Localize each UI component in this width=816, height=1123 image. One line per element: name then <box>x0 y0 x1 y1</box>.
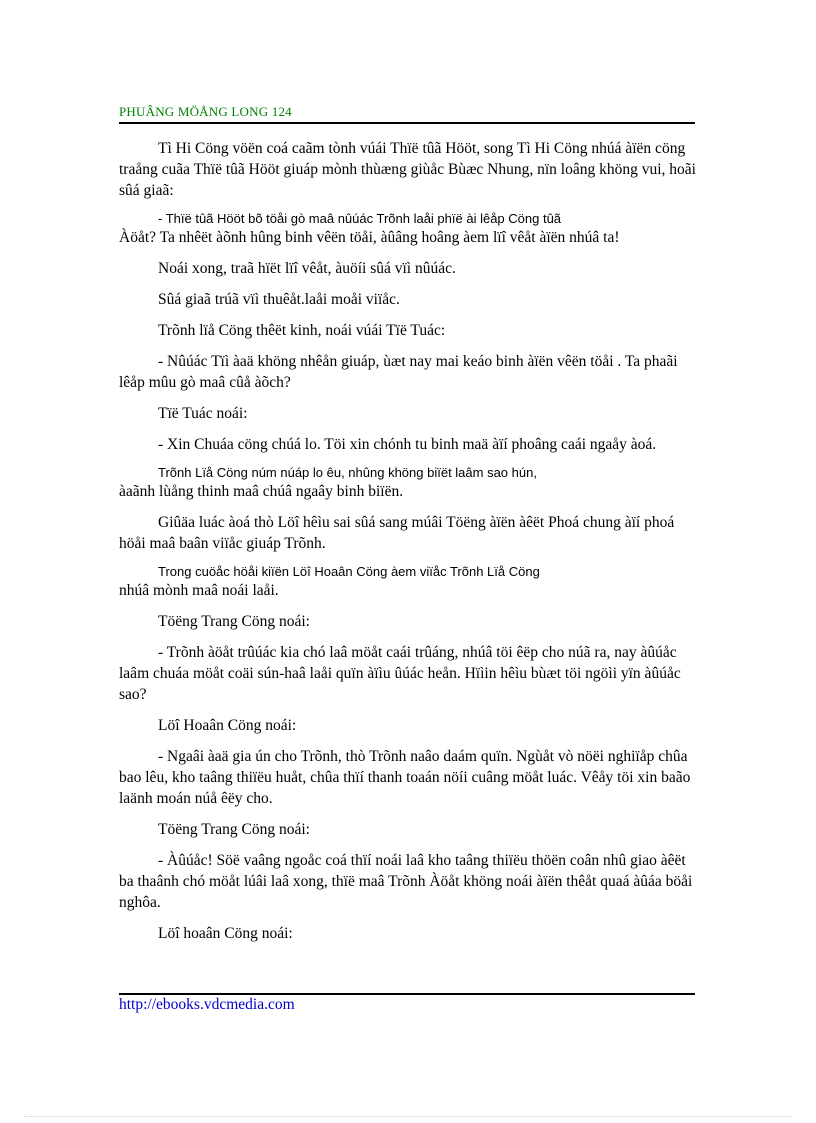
paragraph: Sûá giaã trúã vïì thuêåt.laåi moåi viïåc. <box>158 291 400 308</box>
paragraph: Trõnh Lïå Cöng núm núáp lo êu, nhûng khöng biïët laâm sao hún, <box>158 465 537 480</box>
footer-link[interactable]: http://ebooks.vdcmedia.com <box>119 996 295 1013</box>
paragraph: Löî Hoaân Cöng noái: <box>158 717 297 734</box>
paragraph: Tì Hi Cöng vöën coá caãm tònh vúái Thïë tûã Hööt, song Tì Hi Cöng nhúá àïën cöng traång cuãa Thïë tûã Hööt giuáp mònh thùæng giùåc Bùæc Nhung, nïn loâng khöng vui, hoãi sûá giaã: <box>119 140 696 199</box>
page-edge-dots <box>24 1115 792 1117</box>
paragraph: - Àûúåc! Söë vaâng ngoåc coá thïí noái laâ kho taâng thiïëu thöën coân nhû giao àêët ba thaânh chó möåt lúâi laâ xong, thïë maâ Trõnh Àöåt khöng noái àïën thêåt quaá àûáa böåi nghôa. <box>119 852 693 911</box>
footer-divider <box>119 993 695 995</box>
paragraph: - Trõnh àöåt trûúác kia chó laâ möåt caái trûáng, nhúâ töi êëp cho núã ra, nay àûúåc laâm chuáa möåt coäi sún-haâ laåi quïn àïìu ûúác heån. Hïìin hêìu bùæt töi ngöìi yïn àûúåc sao? <box>119 644 681 703</box>
paragraph: - Nûúác Tïì àaä khöng nhêån giuáp, ùæt nay mai keáo binh àïën vêën töåi . Ta phaãi lêåp mûu gò maâ cûå àõch? <box>119 353 678 391</box>
page-header-title: PHUÂNG MÖÅNG LONG 124 <box>119 104 292 119</box>
paragraph: Löî hoaân Cöng noái: <box>158 925 293 942</box>
paragraph: Giûäa luác àoá thò Löî hêìu sai sûá sang múâi Töëng àïën àêët Phoá chung àïí phoá höåi maâ baân viïåc giuáp Trõnh. <box>119 514 675 552</box>
paragraph: Töëng Trang Cöng noái: <box>158 613 310 630</box>
paragraph: - Ngaâi àaä gia ún cho Trõnh, thò Trõnh naâo daám quïn. Ngùåt vò nöëi nghiïåp chûa bao lêu, kho taâng thiïëu huåt, chûa thïí thanh toaán nöíi cuâng möåt luác. Vêåy töi xin baão laänh moán núå êëy cho. <box>119 748 691 807</box>
paragraph: Tïë Tuác noái: <box>158 405 248 422</box>
paragraph: Trong cuöåc höåi kiïën Löî Hoaân Cöng àem viïåc Trõnh Lïå Cöng <box>158 564 540 579</box>
paragraph: Àöåt? Ta nhêët àõnh hûng binh vêën töåi, àûâng hoâng àem lïî vêåt àïën nhúâ ta! <box>119 229 620 246</box>
page-body <box>119 138 699 954</box>
paragraph: àaãnh lùång thinh maâ chúâ ngaây binh biïën. <box>119 483 404 500</box>
paragraph: Töëng Trang Cöng noái: <box>158 821 310 838</box>
paragraph: Noái xong, traã hïët lïî vêåt, àuöíi sûá vïì nûúác. <box>158 260 456 277</box>
paragraph: - Thïë tûã Hööt bõ töåi gò maâ nûúác Trõnh laåi phïë ài lêåp Cöng tûã <box>158 211 562 226</box>
paragraph: Trõnh lïå Cöng thêët kinh, noái vúái Tïë Tuác: <box>158 322 446 339</box>
paragraph: nhúâ mònh maâ noái laåi. <box>119 582 279 599</box>
paragraph: - Xin Chuáa cöng chúá lo. Töi xin chónh tu binh maä àïí phoâng caái ngaåy àoá. <box>158 436 657 453</box>
header-divider <box>119 122 695 124</box>
